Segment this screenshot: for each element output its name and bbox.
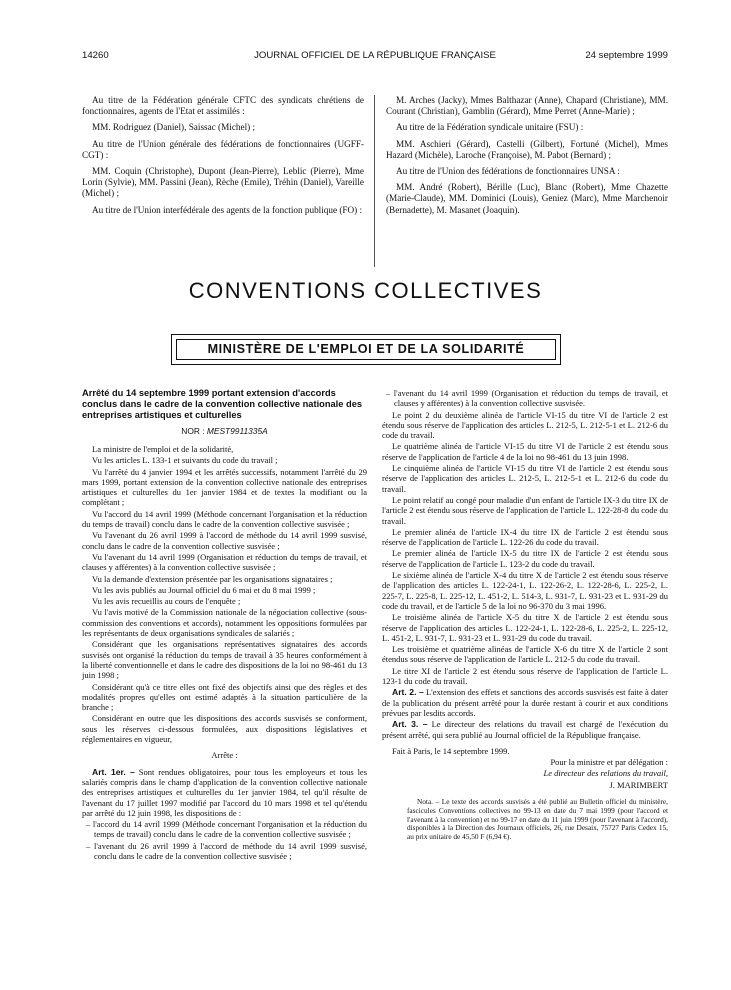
paragraph: Le sixième alinéa de l'article X-4 du titre X de l'article 2 est étendu sous réserve de l'application des articles L. 122-24-1, L. 122-26-2, L. 122-28-6, L. 225-2, L. 225-7, L. 225-8, L. 225-12, L. 451-2, L. 514-3, L. 931-7, L. 931-23 et L. 931-29 du code du travail, et de l'article 5 de la loi no 96-370 du 3 mai 1996. [382,570,668,611]
paragraph: Vu la demande d'extension présentée par les organisations signataires ; [92,573,333,584]
done-at: Fait à Paris, le 14 septembre 1999. [392,745,510,756]
list-item: – l'accord du 14 avril 1999 (Méthode concernant l'organisation et la réduction du temps de travail) conclu dans le cadre de la convention collective susvisée ; [86,819,367,840]
paragraph: Au titre de la Fédération générale CFTC des syndicats chrétiens de fonctionnaires, agents de l'Etat et assimilés : [82,95,364,117]
paragraph: Considérant qu'à ce titre elles ont fixé des objectifs ainsi que des règles et des modalités propres qu'elles ont estimé adaptés à la situation particulière de la branche ; [82,681,367,713]
paragraph: Considérant que les organisations représentatives signataires des accords susvisés ont organisé la réduction du temps de travail à 35 heures conformément à la liberté conventionnelle et dans le cadre des dispositions de la loi no 98-461 du 13 juin 1998 ; [82,639,367,681]
paragraph: Les troisième et quatrième alinéas de l'article X-6 du titre X de l'article 2 sont étendus sous réserve de l'application de l'article L. 212-5 du code du travail. [382,644,668,665]
nor-code: MESТ9911335A [206,426,268,436]
paragraph: Vu l'avenant du 26 avril 1999 à l'accord de méthode du 14 avril 1999 susvisé, conclu dans le cadre de la convention collective susvisée ; [82,530,367,551]
arrete-right-column [382,388,668,843]
section-title: CONVENTIONS COLLECTIVES [188,278,543,303]
paragraph: Vu l'accord du 14 avril 1999 (Méthode concernant l'organisation et la réduction du temps de travail) conclu dans le cadre de la convention collective susvisée ; [82,508,367,530]
footnote: Nota. – Le texte des accords susvisés a été publié au Bulletin officiel du ministère, fascicules Conventions collectives no 99-13 en date du 7 mai 1999 (pour l'accord et l'avenant à la convention) et no 99-17 en date du 11 juin 1999 (pour l'avenant à l'accord), disponibles à la Direction des Journaux officiels, 26, rue Desaix, 75727 Paris Cedex 15, au prix unitaire de 45,50 F (6,94 €). [407,796,668,842]
paragraph: Le premier alinéa de l'article IX-5 du titre IX de l'article 2 est étendu sous réserve de l'application de l'article L. 123-2 du code du travail. [382,548,668,569]
signatory-name: J. MARIMBERT [609,779,668,790]
article-2-label: Art. 2. – [392,687,424,698]
list-item: – l'avenant du 26 avril 1999 à l'accord de méthode du 14 avril 1999 susvisé, conclu dans le cadre de la convention collective susvisée ; [86,840,367,861]
right-column [386,95,668,221]
arrete-title: Arrêté du 14 septembre 1999 portant extension d'accords conclus dans le cadre de la convention collective nationale des entreprises artistiques et culturelles [82,388,363,420]
nomination-list [82,95,668,270]
paragraph: Vu les avis recueillis au cours de l'enquête ; [92,596,241,607]
article-1 [82,767,367,818]
article-1-text: Sont rendues obligatoires, pour tous les employeurs et tous les salariés compris dans le champ d'application de la convention collective nationale des entreprises artistiques et culturelles du 1er janvier 1984, tel qu'il résulte de l'avenant du 17 juillet 1997 modifié par l'accord du 10 mars 1998 et tel qu'étendu par arrêté du 12 juin 1998, les dispositions de : [82,766,368,818]
paragraph: MM. André (Robert), Bérille (Luc), Blanc (Robert), Mme Chazette (Marie-Claude), MM. Dominici (Louis), Geniez (Marc), Mme Marchenoir (Bernadette), M. Masanet (Joaquin). [386,182,668,215]
arrete-label: Arrête : [211,750,238,761]
paragraph: MM. Aschieri (Gérard), Castelli (Gilbert), Fortuné (Michel), Mmes Hazard (Michèle), Laroche (Françoise), M. Pabot (Bernard) ; [386,138,668,160]
paragraph: M. Arches (Jacky), Mmes Balthazar (Anne), Chapard (Christiane), MM. Courant (Christian), Gamblin (Gérard), Mme Perret (Anne-Marie) ; [386,95,668,117]
paragraph: Au titre de l'Union des fédérations de fonctionnaires UNSA : [396,166,620,177]
nor-reference [82,426,367,436]
page-header [82,50,668,64]
list-item: – l'avenant du 14 avril 1999 (Organisation et réduction du temps de travail, et clauses y afférentes) à la convention collective susvisée. [386,388,668,409]
article-3 [382,719,668,740]
column-divider [374,95,375,267]
issue-date: 24 septembre 1999 [585,50,668,61]
paragraph: Le cinquième alinéa de l'article VI-15 du titre VI de l'article 2 est étendu sous réserve de l'application des articles L. 212-5, L. 212-5-1 et L. 212-6 du code du travail. [382,463,668,494]
paragraph: Le titre XI de l'article 2 est étendu sous réserve de l'application de l'article L. 123-1 du code du travail. [382,665,668,687]
paragraph: Le quatrième alinéa de l'article VI-15 du titre VI de l'article 2 est étendu sous réserve de l'application de l'article 4 de la loi no 98-461 du 13 juin 1998. [382,441,668,462]
paragraph: Le point 2 du deuxième alinéa de l'article VI-15 du titre VI de l'article 2 est étendu sous réserve de l'application des articles L. 212-5, L. 212-5-1 et L. 212-6 du code du travail. [382,409,668,441]
article-3-text: Le directeur des relations du travail est chargé de l'exécution du présent arrêté, qui sera publié au Journal officiel de la République française. [382,719,668,740]
paragraph: MM. Rodriguez (Daniel), Saissac (Michel) ; [92,122,256,133]
paragraph: Le premier alinéa de l'article IX-4 du titre IX de l'article 2 est étendu sous réserve de l'application de l'article L. 122-26 du code du travail. [382,526,668,548]
journal-title: JOURNAL OFFICIEL DE LA RÉPUBLIQUE FRANÇAISE [254,50,496,61]
article-2 [382,687,668,718]
paragraph: Vu l'avenant du 14 avril 1999 (Organisation et réduction du temps de travail, et clauses y afférentes) à la convention collective susvisée ; [82,551,367,573]
paragraph: La ministre de l'emploi et de la solidarité, [92,444,234,454]
paragraph: Au titre de la Fédération syndicale unitaire (FSU) : [396,122,584,133]
paragraph: Vu l'avis motivé de la Commission nationale de la négociation collective (sous-commission des conventions et accords), notamment les oppositions formulées par les représentants de deux organisations syndicales de salariés ; [82,607,367,639]
paragraph: Vu les articles L. 133-1 et suivants du code du travail ; [92,455,278,466]
ministry-title: MINISTÈRE DE L'EMPLOI ET DE LA SOLIDARITÉ [176,339,556,360]
signature-role: Le directeur des relations du travail, [543,768,668,779]
article-1-label: Art. 1er. – [92,766,135,777]
left-column [82,95,364,221]
nor-label: NOR : [181,426,205,436]
article-3-label: Art. 3. – [392,719,428,730]
paragraph: Le point relatif au congé pour maladie d'un enfant de l'article IX-3 du titre IX de l'article 2 est étendu sous réserve de l'application de l'article L. 122-28-8 du code du travail. [382,494,668,526]
arrete-left-column [82,388,367,862]
paragraph: Au titre de l'Union générale des fédérations de fonctionnaires (UGFF-CGT) : [82,138,364,160]
paragraph: Considérant en outre que les dispositions des accords susvisés se conforment, sous les réserves ci-dessous formulées, aux dispositions législatives et réglementaires en vigueur, [82,713,367,745]
ministry-box [171,334,561,365]
paragraph: Vu les avis publiés au Journal officiel du 6 mai et du 8 mai 1999 ; [92,584,316,595]
paragraph: MM. Coquin (Christophe), Dupont (Jean-Pierre), Leblic (Pierre), Mme Lorin (Sylvie), MM. Passini (Jean), Rèche (Emile), Tréhin (Daniel), Vareille (Michel) ; [82,166,364,199]
article-2-text: L'extension des effets et sanctions des accords susvisés est faite à dater de la publication du présent arrêté pour la durée restant à courir et aux conditions prévues par lesdits accords. [382,687,669,718]
paragraph: Au titre de l'Union interfédérale des agents de la fonction publique (FO) : [92,204,363,215]
paragraph: Le troisième alinéa de l'article X-5 du titre X de l'article 2 est étendu sous réserve de l'application des articles L. 122-24-1, L. 122-28-6, L. 225-2, L. 225-12, L. 451-2, L. 931-7, L. 931-23 et L. 931-29 du code du travail. [382,612,668,643]
paragraph: Vu l'arrêté du 4 janvier 1994 et les arrêtés successifs, notamment l'arrêté du 29 mars 1999, portant extension de la convention collective nationale des entreprises artistiques et culturelles du 1er janvier 1984 et de textes la modifiant ou la complétant ; [82,466,367,508]
page-number: 14260 [82,50,109,61]
signature-line: Pour la ministre et par délégation : [550,757,668,768]
